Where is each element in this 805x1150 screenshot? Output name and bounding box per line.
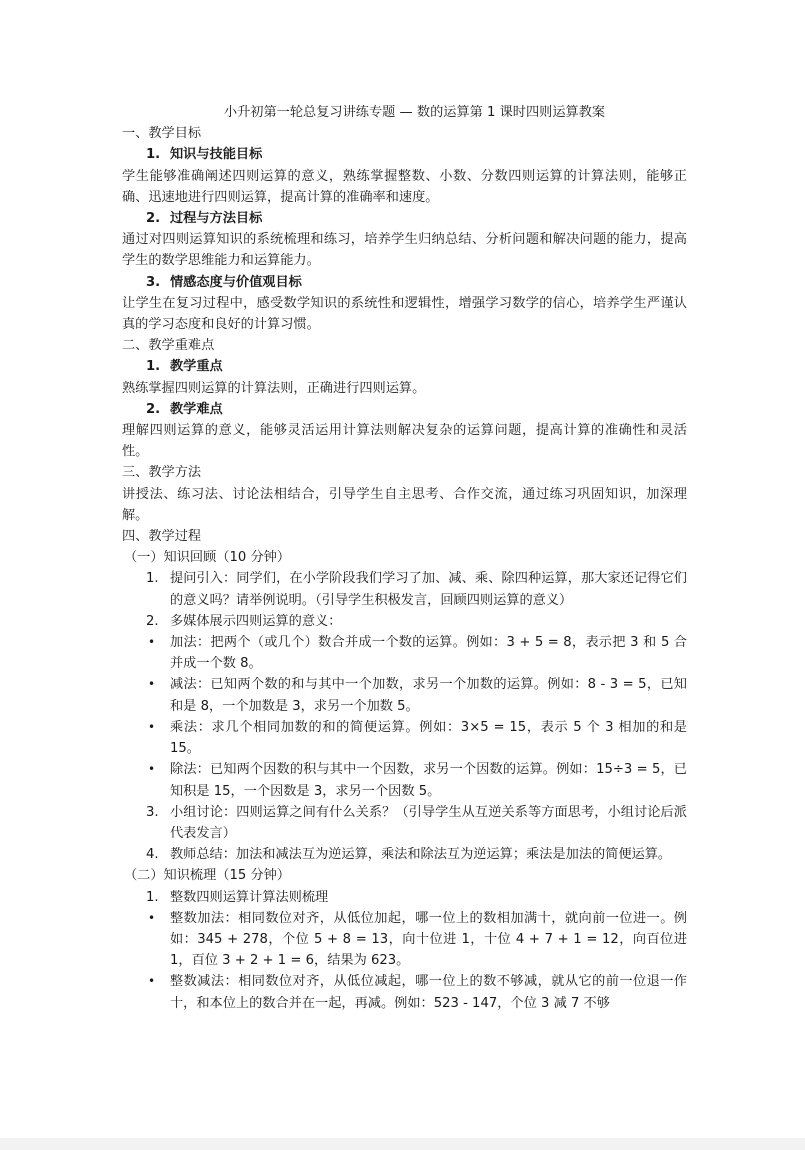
list-number: 4. [146, 847, 159, 863]
bullet-icon: • [148, 719, 156, 734]
list-item-text: 整数四则运算计算法则梳理 [170, 889, 329, 905]
paragraph-knowledge: 学生能够准确阐述四则运算的意义，熟练掌握整数、小数、分数四则运算的计算法则，能够正确、迅速地进行四则运算，提高计算的准确率和速度。 [122, 168, 687, 205]
list-item-text: 整数加法：相同数位对齐，从低位加起，哪一位上的数相加满十，就向前一位进一。例如：345 + 278，个位 5 + 8 = 13，向十位进 1，十位 4 + 7 + 1 = 12，向百位进 1，百位 3 + 2 + 1 = 6，结果为 623。 [170, 910, 687, 969]
subheading-label: 知识与技能目标 [170, 147, 263, 163]
list-number: 1. [146, 889, 159, 905]
part-heading-review: （一）知识回顾（10 分钟） [124, 550, 291, 566]
list-item [122, 568, 687, 610]
list-item-text: 加法：把两个（或几个）数合并成一个数的运算。例如：3 + 5 = 8，表示把 3 和 5 合并成一个数 8。 [170, 635, 687, 672]
list-item [122, 759, 687, 801]
list-item-text: 整数减法：相同数位对齐，从低位减起，哪一位上的数不够减，就从它的前一位退一作十，和本位上的数合并在一起，再减。例如：523 - 147，个位 3 减 7 不够 [170, 974, 687, 1011]
list-item [122, 717, 687, 759]
subheading-difficulty [122, 399, 687, 420]
list-item-text: 乘法：求几个相同加数的和的简便运算。例如：3×5 = 15，表示 5 个 3 相加的和是 15。 [170, 719, 687, 757]
list-number: 2. [146, 613, 159, 629]
list-item-text: 除法：已知两个因数的积与其中一个因数，求另一个因数的运算。例如：15÷3 = 5，已知积是 15，一个因数是 3，求另一个因数 5。 [170, 762, 687, 799]
section-heading-methods: 三、教学方法 [122, 465, 202, 481]
list-item-text: 减法：已知两个数的和与其中一个加数，求另一个加数的运算。例如：8 - 3 = 5，已知和是 8，一个加数是 3，求另一个加数 5。 [170, 677, 687, 714]
list-item-text: 教师总结：加法和减法互为逆运算，乘法和除法互为逆运算；乘法是加法的简便运算。 [170, 847, 672, 863]
list-item [122, 632, 687, 674]
paragraph-key: 熟练掌握四则运算的计算法则，正确进行四则运算。 [122, 380, 426, 396]
list-number: 1. [146, 571, 159, 587]
paragraph-attitude: 让学生在复习过程中，感受数学知识的系统性和逻辑性，增强学习数学的信心，培养学生严谨认真的学习态度和良好的计算习惯。 [122, 295, 687, 333]
subheading-number: 2. [146, 211, 161, 227]
list-number: 3. [146, 804, 159, 820]
subheading-knowledge [122, 144, 687, 165]
subheading-label: 情感态度与价值观目标 [170, 274, 302, 290]
list-item [122, 908, 687, 972]
list-item-text: 小组讨论：四则运算之间有什么关系？（引导学生从互逆关系等方面思考，小组讨论后派代表发言） [170, 804, 687, 841]
subheading-number: 3. [146, 274, 161, 290]
subheading-label: 教学难点 [170, 401, 223, 417]
bullet-icon: • [148, 677, 156, 692]
subheading-number: 1. [146, 147, 161, 163]
subheading-process [122, 208, 687, 229]
list-item-text: 多媒体展示四则运算的意义： [170, 613, 342, 629]
bullet-icon: • [148, 974, 156, 989]
paragraph-difficulty: 理解四则运算的意义，能够灵活运用计算法则解决复杂的运算问题，提高计算的准确性和灵活性。 [122, 423, 687, 460]
section-heading-process: 四、教学过程 [122, 529, 202, 545]
bullet-icon: • [148, 762, 156, 777]
list-item [122, 887, 687, 908]
list-item [122, 611, 687, 632]
subheading-attitude [122, 272, 687, 293]
subheading-number: 2. [146, 401, 161, 417]
section-heading-objectives: 一、教学目标 [122, 126, 202, 142]
subheading-label: 过程与方法目标 [170, 211, 263, 227]
list-item [122, 844, 687, 865]
part-heading-review-rules: （二）知识梳理（15 分钟） [124, 868, 291, 884]
list-item-text: 提问引入：同学们，在小学阶段我们学习了加、减、乘、除四种运算，那大家还记得它们的意义吗？请举例说明。（引导学生积极发言，回顾四则运算的意义） [170, 571, 687, 608]
subheading-number: 1. [146, 359, 161, 375]
subheading-label: 教学重点 [170, 359, 223, 375]
list-item [122, 802, 687, 844]
document-body [122, 102, 687, 1014]
paragraph-process: 通过对四则运算知识的系统梳理和练习，培养学生归纳总结、分析问题和解决问题的能力，提高学生的数学思维能力和运算能力。 [122, 232, 687, 269]
section-heading-key-points: 二、教学重难点 [122, 338, 215, 354]
bullet-icon: • [148, 910, 156, 925]
document-title: 小升初第一轮总复习讲练专题 — 数的运算第 1 课时四则运算教案 [223, 105, 606, 120]
list-item [122, 971, 687, 1013]
list-item [122, 674, 687, 716]
paragraph-methods: 讲授法、练习法、讨论法相结合，引导学生自主思考、合作交流，通过练习巩固知识，加深理解。 [122, 486, 687, 523]
bullet-icon: • [148, 635, 156, 650]
subheading-key [122, 356, 687, 377]
